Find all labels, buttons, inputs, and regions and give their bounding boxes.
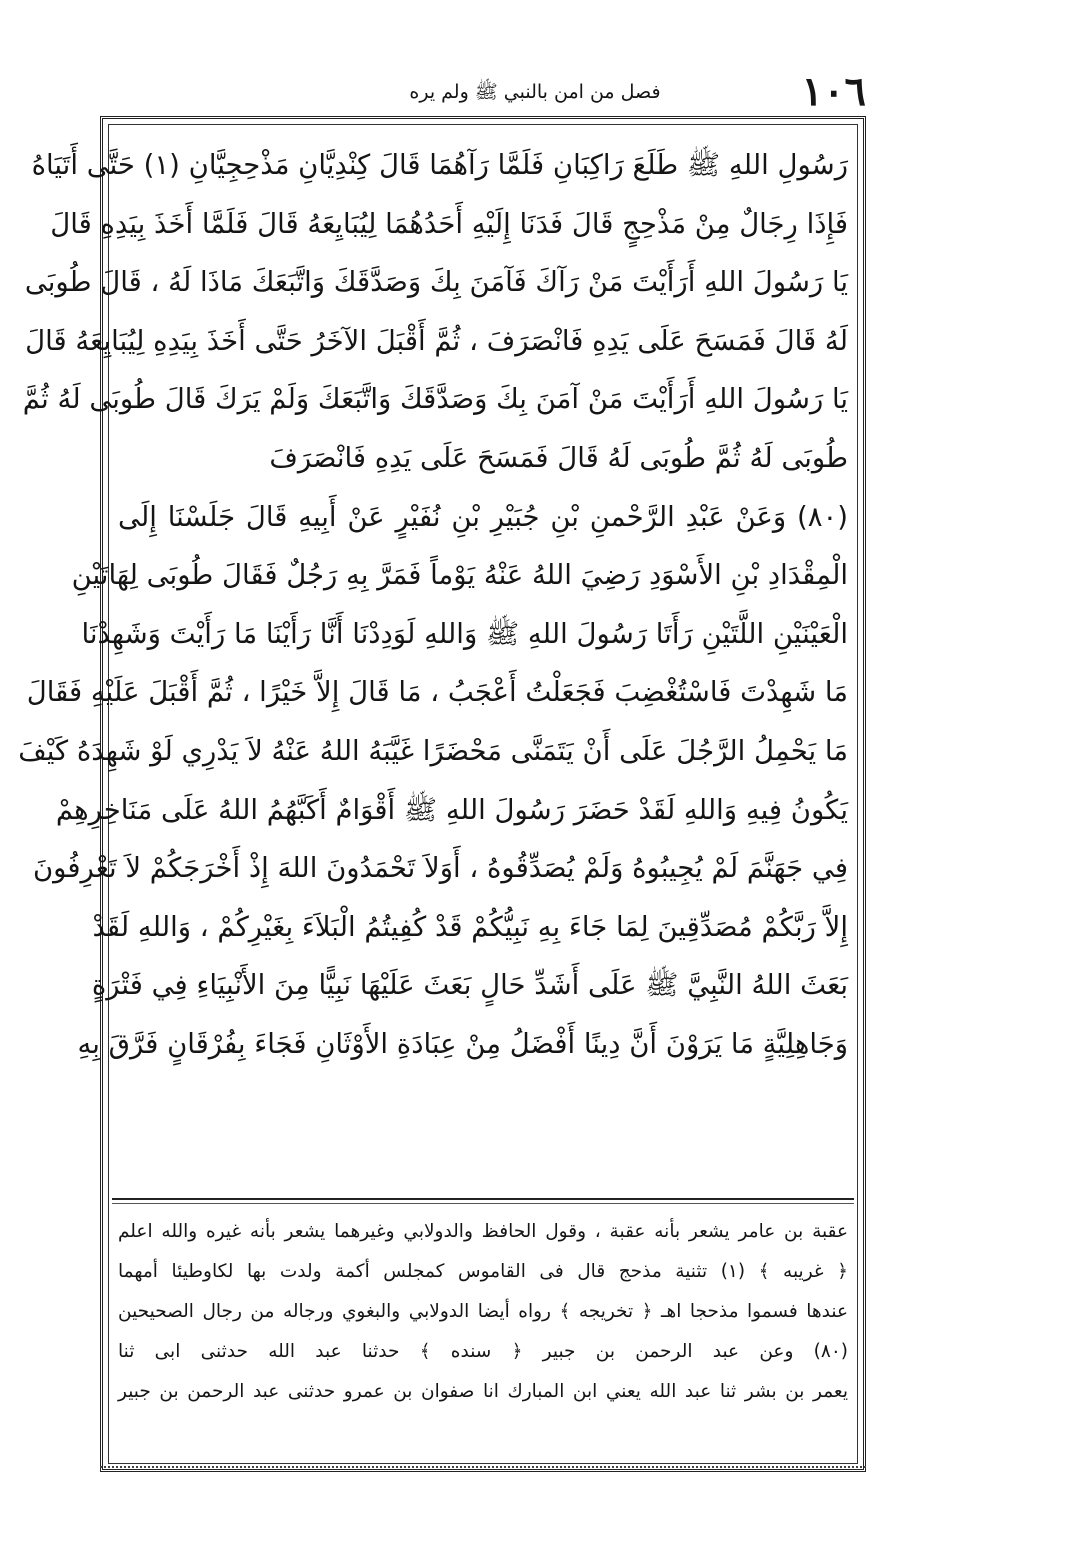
- page-number: ١٠٦: [801, 68, 866, 115]
- footnote-line: عقبة بن عامر يشعر بأنه عقبة ، وقول الحافظ والدولابي وغيرهما يشعر بأنه غيره والله اعلم: [118, 1221, 848, 1242]
- text-line: الْمِقْدَادِ بْنِ الأَسْوَدِ رَضِيَ اللهُ عَنْهُ يَوْماً فَمَرَّ بِهِ رَجُلٌ فَقَالَ طُوبَى لِهَاتَيْنِ: [71, 559, 848, 592]
- text-line: (٨٠) وَعَنْ عَبْدِ الرَّحْمنِ بْنِ جُبَيْرِ بْنِ نُفَيْرٍ عَنْ أَبِيهِ قَالَ جَلَسْنَا إِلَى: [118, 500, 848, 533]
- text-line: فِي جَهَنَّمَ لَمْ يُجِيبُوهُ وَلَمْ يُصَدِّقُوهُ ، أَوَلاَ تَحْمَدُونَ اللهَ إِذْ أَخْرَجَكُمْ لاَ تَعْرِفُونَ: [32, 852, 848, 885]
- text-line: يَكُونُ فِيهِ وَاللهِ لَقَدْ حَضَرَ رَسُولَ اللهِ ﷺ أَقْوَامٌ أَكَبَّهُمُ اللهُ عَلَى مَنَاخِرِهِمْ: [55, 793, 848, 826]
- footnote-line: (٨٠) وعن عبد الرحمن بن جبير ﴿ سنده ﴾ حدثنا عبد الله حدثنى ابى ثنا: [118, 1341, 848, 1362]
- main-text-block: [18, 136, 848, 1191]
- text-line: بَعَثَ اللهُ النَّبِيَّ ﷺ عَلَى أَشَدِّ حَالٍ بَعَثَ عَلَيْهَا نَبِيًّا مِنَ الأَنْبِيَاءِ فِي فَتْرَةٍ: [91, 969, 848, 1002]
- text-line: وَجَاهِلِيَّةٍ مَا يَرَوْنَ أَنَّ دِينًا أَفْضَلُ مِنْ عِبَادَةِ الأَوْثَانِ فَجَاءَ بِفُرْقَانٍ فَرَّقَ بِهِ: [77, 1027, 848, 1060]
- text-line: يَا رَسُولَ اللهِ أَرَأَيْتَ مَنْ رَآكَ فَآمَنَ بِكَ وَصَدَّقَكَ وَاتَّبَعَكَ مَاذَا لَهُ ، قَالَ طُوبَى: [24, 266, 848, 299]
- text-line: يَا رَسُولَ اللهِ أَرَأَيْتَ مَنْ آمَنَ بِكَ وَصَدَّقَكَ وَاتَّبَعَكَ وَلَمْ يَرَكَ قَالَ طُوبَى لَهُ ثُمَّ: [22, 383, 848, 416]
- text-line: رَسُولِ اللهِ ﷺ طَلَعَ رَاكِبَانِ فَلَمَّا رَآهُمَا قَالَ كِنْدِيَّانِ مَذْحِجِيَّانِ (١) حَتَّى أَتَيَاهُ: [31, 149, 848, 181]
- footnotes-block: [118, 1212, 848, 1452]
- text-line: إِلاَّ رَبَّكُمْ مُصَدِّقِينَ لِمَا جَاءَ بِهِ نَبِيُّكُمْ قَدْ كُفِيتُمُ الْبَلاَءَ بِغَيْرِكُمْ ، وَاللهِ لَقَدْ: [92, 910, 848, 943]
- bottom-border-rule: [100, 1466, 866, 1472]
- text-line: الْعَيْنَيْنِ اللَّتَيْنِ رَأَتَا رَسُولَ اللهِ ﷺ وَاللهِ لَوَدِدْنَا أَنَّا رَأَيْنَا مَا رَأَيْتَ وَشَهِدْنَا: [81, 617, 848, 650]
- running-head: فصل من امن بالنبي ﷺ ولم يره: [409, 81, 661, 103]
- footnote-line: ﴿ غريبه ﴾ (١) تثنية مذحج قال فى القاموس كمجلس أكمة ولدت بها لكاوطيئا أمهما: [118, 1261, 849, 1282]
- footnote-line: يعمر بن بشر ثنا عبد الله يعني ابن المبارك انا صفوان بن عمرو حدثنى عبد الرحمن بن جبير: [118, 1381, 848, 1402]
- footnote-separator-thin: [112, 1203, 854, 1204]
- text-line: طُوبَى لَهُ ثُمَّ طُوبَى لَهُ قَالَ فَمَسَحَ عَلَى يَدِهِ فَانْصَرَفَ: [269, 441, 848, 474]
- text-line: مَا شَهِدْتَ فَاسْتُغْضِبَ فَجَعَلْتُ أَعْجَبُ ، مَا قَالَ إِلاَّ خَيْرًا ، ثُمَّ أَقْبَلَ عَلَيْهِ فَقَالَ: [26, 676, 848, 709]
- text-line: لَهُ قَالَ فَمَسَحَ عَلَى يَدِهِ فَانْصَرَفَ ، ثُمَّ أَقْبَلَ الآخَرُ حَتَّى أَخَذَ بِيَدِهِ لِيُبَايِعَهُ قَالَ: [25, 324, 848, 357]
- text-line: مَا يَحْمِلُ الرَّجُلَ عَلَى أَنْ يَتَمَنَّى مَحْضَرًا غَيَّبَهُ اللهُ عَنْهُ لاَ يَدْرِي لَوْ شَهِدَهُ كَيْفَ: [18, 734, 848, 767]
- footnote-separator: [112, 1198, 854, 1200]
- text-line: فَإِذَا رِجَالٌ مِنْ مَذْحِجٍ قَالَ فَدَنَا إِلَيْهِ أَحَدُهُمَا لِيُبَايِعَهُ قَالَ فَلَمَّا أَخَذَ بِيَدِهِ قَالَ: [50, 207, 848, 240]
- footnote-line: عندها فسموا مذحجا اهـ ﴿ تخريجه ﴾ رواه أيضا الدولابي والبغوي ورجاله من رجال الصحيحين: [118, 1301, 848, 1322]
